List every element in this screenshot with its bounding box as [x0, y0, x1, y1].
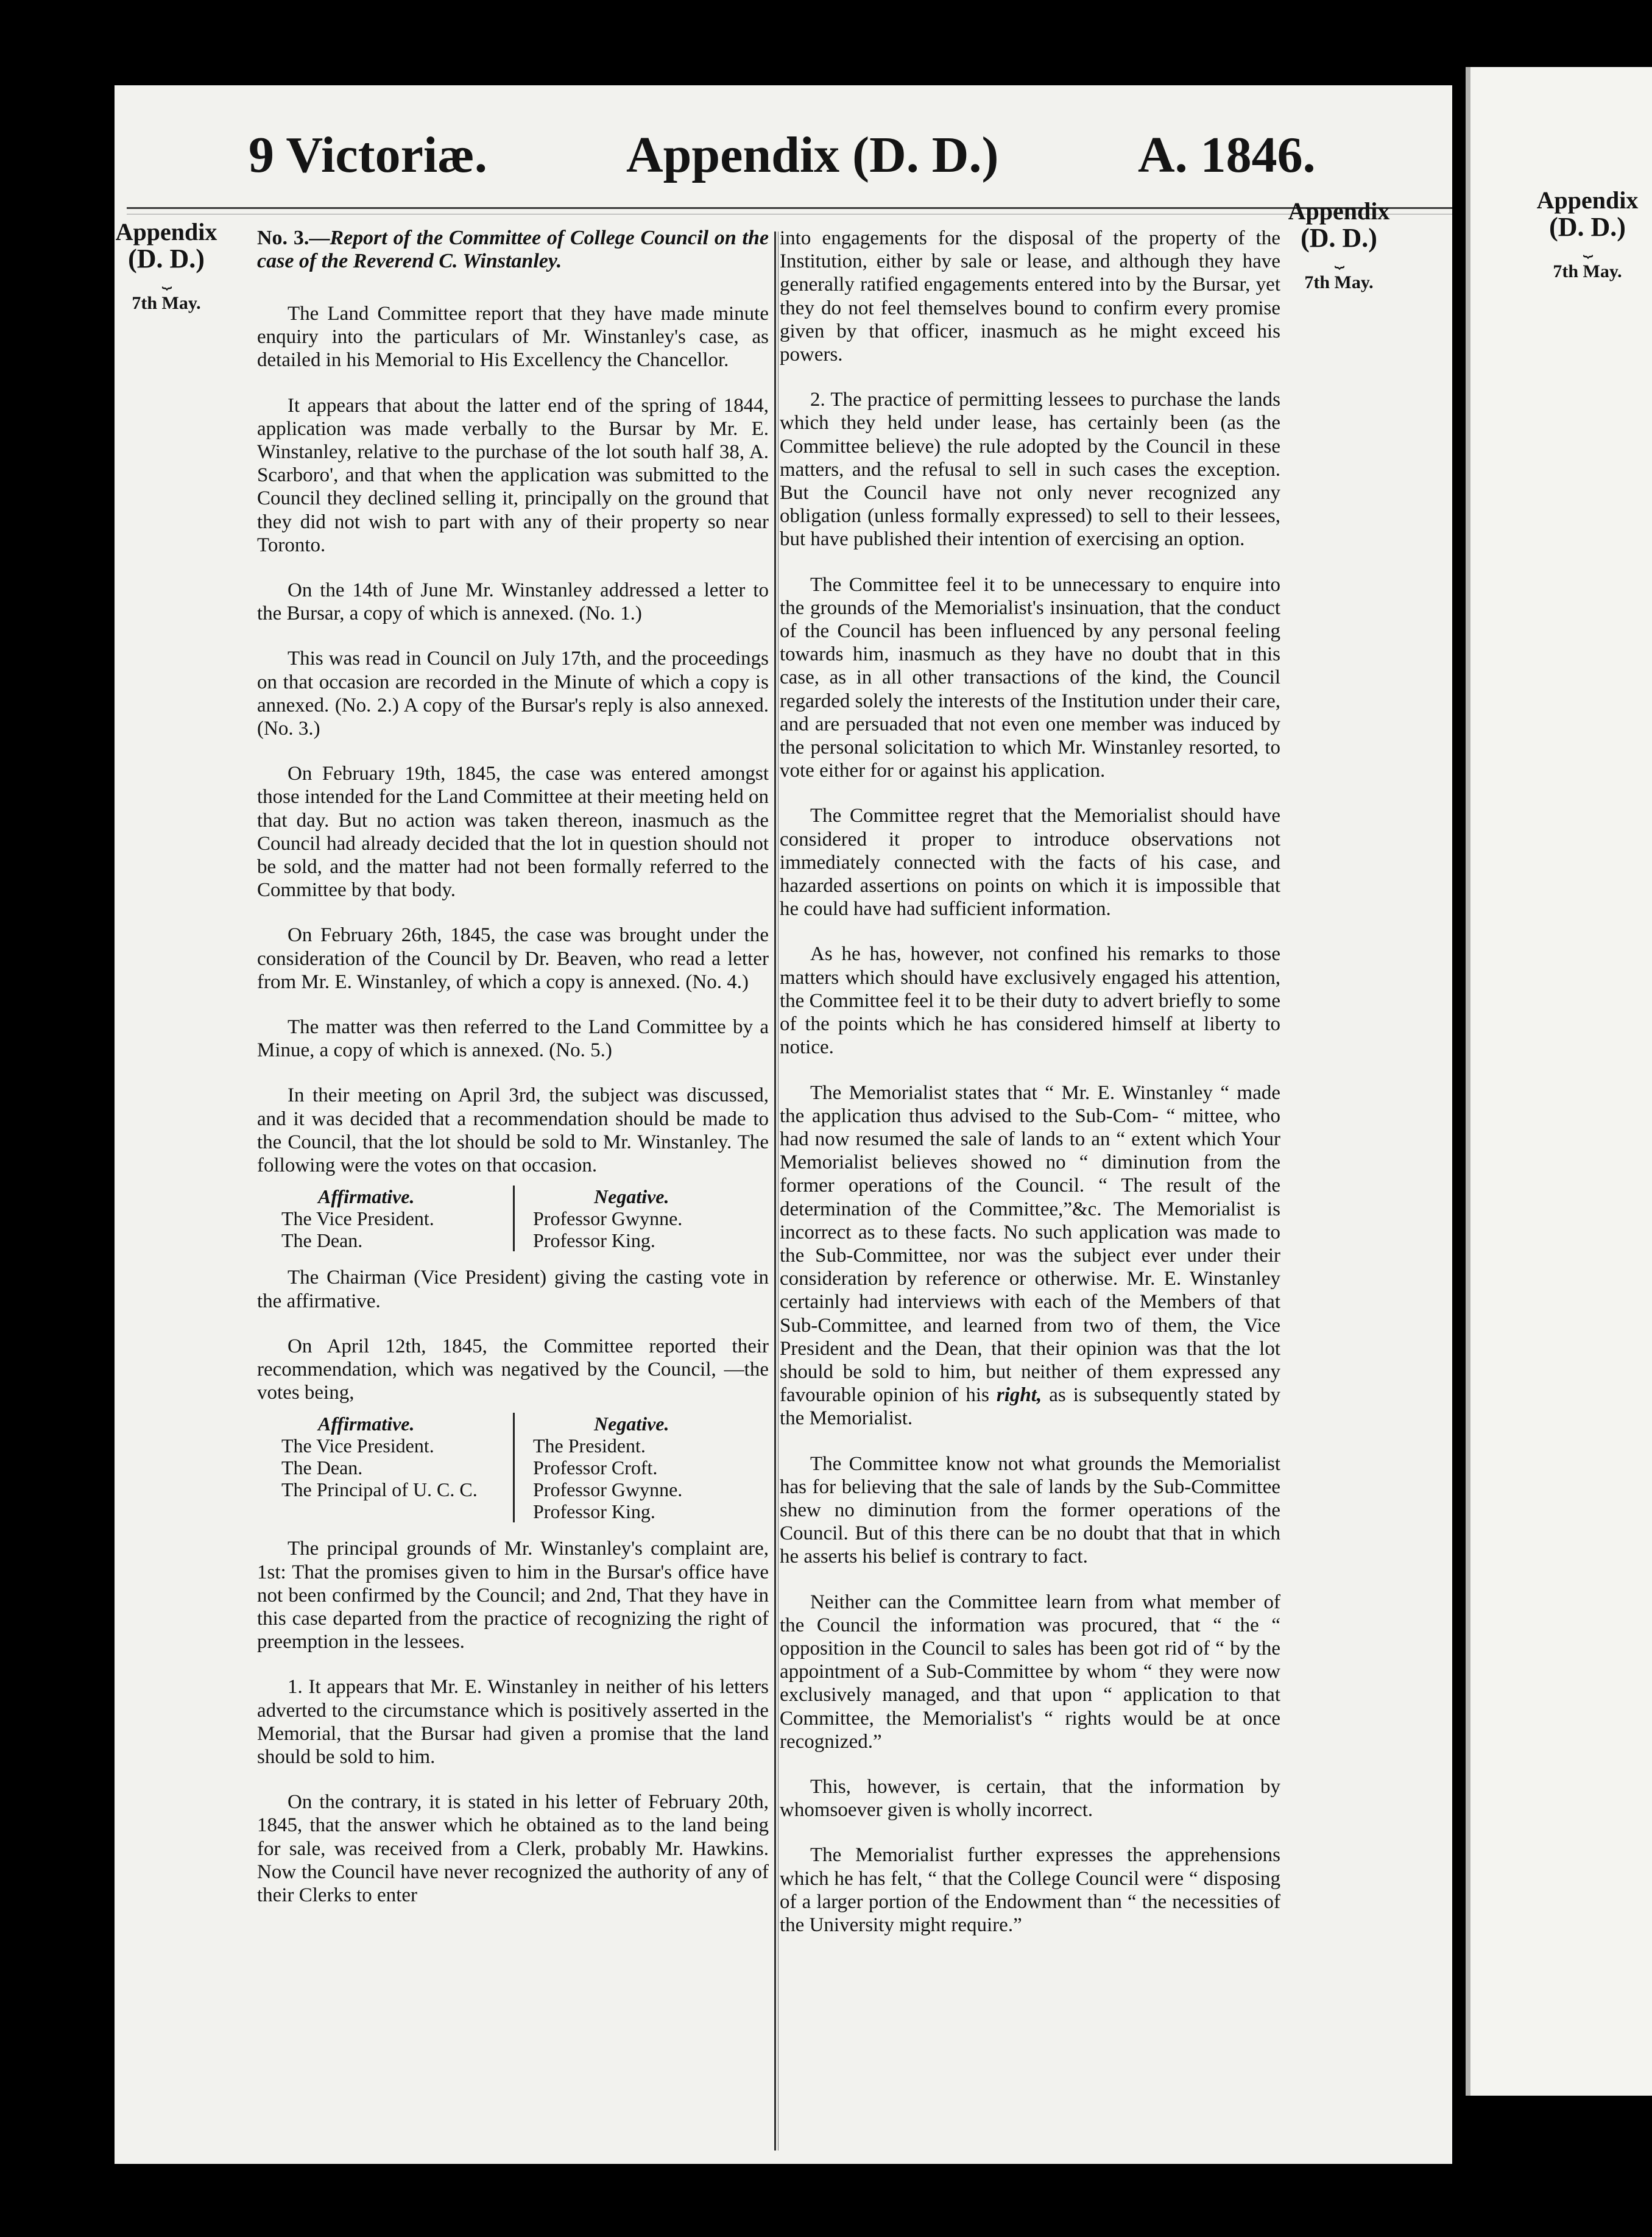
- paragraph: This, however, is certain, that the information by whomsoever given is wholly incorrect.: [780, 1775, 1280, 1822]
- vote-entry: Professor King.: [533, 1229, 655, 1252]
- report-title-text: Report of the Committee of College Council on the case of the Reverend C. Winstanley.: [257, 227, 769, 272]
- report-title: [257, 227, 769, 273]
- paragraph: On February 19th, 1845, the case was entered amongst those intended for the Land Committee at their meeting held on that day. But no action was taken thereon, inasmuch as the Council had already decided that the lot in question should not be sold, and the matter had not been formally referred to the Committee by that body.: [257, 763, 769, 902]
- paragraph: The Committee regret that the Memorialist should have considered it proper to introduce observations not immediately connected with the facts of his case, and hazarded assertions on points on which it is impossible that he could have had sufficient information.: [780, 805, 1280, 921]
- margin-note-brace: ⏟: [161, 270, 171, 290]
- vote-heading: Affirmative.: [318, 1186, 415, 1208]
- paragraph: The Chairman (Vice President) giving the casting vote in the affirmative.: [257, 1267, 769, 1312]
- paragraph: The matter was then referred to the Land Committee by a Minue, a copy of which is annexed. (No. 5.): [257, 1016, 769, 1062]
- paragraph: 1. It appears that Mr. E. Winstanley in neither of his letters adverted to the circumstance which is positively asserted in the Memorial, that the Bursar had given a promise that the land should be sold to him.: [257, 1676, 769, 1768]
- margin-note-title: Appendix: [1288, 197, 1390, 225]
- paragraph-text: The Memorialist states that “ Mr. E. Winstanley “ made the application thus advised to the Sub-Com- “ mittee, who had now resumed the sale of lands to an “ extent which Your Memorialist believes showed no “ diminution from the former operations of the Council. “ The result of the determination of the Committee,”&c. The Memorialist is incorrect as to these facts. No such application was made to the Sub-Committee, nor was the subject ever under their consideration by reference or otherwise. Mr. E. Winstanley certainly had interviews with each of the Members of that Sub-Committee, and learned from two of them, the Vice President and the Dean, that their opinion was that the lot should be sold to him, but neither of them expressed any favourable opinion of his: [780, 1081, 1280, 1407]
- margin-note-brace: ⏟: [1583, 239, 1592, 258]
- paragraph: The Committee know not what grounds the Memorialist has for believing that the sale of lands by the Sub-Committee shew no diminution from the former operations of the Council. But of this there can be no doubt that that in which he asserts his belief is contrary to fact.: [780, 1452, 1280, 1568]
- vote-heading: Negative.: [594, 1413, 669, 1435]
- right-margin-note: [1284, 199, 1394, 292]
- paragraph: into engagements for the disposal of the property of the Institution, either by sale or lease, and although they have generally ratified engagements entered into by the Bursar, yet they do not feel themselves bound to confirm every promise given by that officer, inasmuch as he might exceed his powers.: [780, 227, 1280, 366]
- paragraph: On the 14th of June Mr. Winstanley addressed a letter to the Bursar, a copy of which is annexed. (No. 1.): [257, 579, 769, 625]
- vote-entry: Professor Croft.: [533, 1457, 658, 1479]
- adjacent-page: [1466, 67, 1652, 2096]
- margin-note-date: 7th May.: [132, 293, 201, 314]
- running-header-title: Appendix (D. D.): [626, 127, 999, 183]
- left-column: [257, 227, 769, 1929]
- vote-entry: The President.: [533, 1435, 646, 1457]
- paragraph: It appears that about the latter end of the spring of 1844, application was made verbally to the Bursar by Mr. E. Winstanley, relative to the purchase of the lot south half 38, A. Scarboro', and that when the application was submitted to the Council they declined selling it, principally on the ground that they did not wish to part with any of their property so near Toronto.: [257, 394, 769, 556]
- vote-entry: Professor King.: [533, 1500, 655, 1523]
- margin-note-title: Appendix: [1536, 186, 1639, 214]
- running-header-right: A. 1846.: [1138, 127, 1316, 183]
- adjacent-page-margin-note: [1533, 188, 1642, 281]
- margin-note-date: 7th May.: [1304, 272, 1374, 293]
- margin-note-brace: ⏟: [1334, 250, 1344, 269]
- emphasis: right,: [996, 1384, 1042, 1407]
- vote-heading: Negative.: [594, 1186, 669, 1208]
- paragraph: On February 26th, 1845, the case was brought under the consideration of the Council by Dr. Beaven, who read a letter from Mr. E. Winstanley, of which a copy is annexed. (No. 4.): [257, 924, 769, 993]
- paragraph: [780, 1081, 1280, 1430]
- running-header-left: 9 Victoriæ.: [249, 127, 487, 183]
- vote-entry: The Vice President.: [281, 1207, 434, 1230]
- vote-negative-column: [513, 1413, 764, 1522]
- vote-entry: Professor Gwynne.: [533, 1207, 683, 1230]
- margin-note-code: (D. D.): [1301, 223, 1377, 253]
- vote-entry: Professor Gwynne.: [533, 1479, 683, 1501]
- document-page: [115, 85, 1452, 2164]
- header-rule: [127, 207, 1452, 214]
- vote-table-april-12: [281, 1413, 769, 1522]
- paragraph: The principal grounds of Mr. Winstanley's complaint are, 1st: That the promises given to him in the Bursar's office have not been confirmed by the Council; and 2nd, That they have in this case departed from the practice of recognizing the right of preemption in the lessees.: [257, 1538, 769, 1653]
- paragraph: On the contrary, it is stated in his letter of February 20th, 1845, that the answer which he obtained as to the land being for sale, was received from a Clerk, probably Mr. Hawkins. Now the Council have never recognized the authority of any of their Clerks to enter: [257, 1791, 769, 1906]
- paragraph: In their meeting on April 3rd, the subject was discussed, and it was decided that a recommendation should be made to the Council, that the lot should be sold to Mr. Winstanley. The following were the votes on that occasion.: [257, 1084, 769, 1177]
- vote-entry: The Dean.: [281, 1457, 363, 1479]
- paragraph: This was read in Council on July 17th, and the proceedings on that occasion are recorded in the Minute of which a copy is annexed. (No. 2.) A copy of the Bursar's reply is also annexed. (No. 3.): [257, 648, 769, 740]
- vote-affirmative-column: [281, 1186, 513, 1251]
- paragraph-text: as is subsequently stated by the Memorialist.: [780, 1384, 1280, 1430]
- vote-entry: The Vice President.: [281, 1435, 434, 1457]
- paragraph: On April 12th, 1845, the Committee reported their recommendation, which was negatived by the Council, —the votes being,: [257, 1335, 769, 1404]
- margin-note-title: Appendix: [115, 218, 217, 246]
- margin-note-date: 7th May.: [1553, 261, 1622, 282]
- vote-entry: The Principal of U. C. C.: [281, 1479, 478, 1501]
- vote-heading: Affirmative.: [318, 1413, 415, 1435]
- report-number: No. 3.—: [257, 227, 330, 249]
- margin-note-code: (D. D.): [1549, 212, 1626, 242]
- paragraph: 2. The practice of permitting lessees to purchase the lands which they held under lease, has certainly been (as the Committee believe) the rule adopted by the Council in these matters, and the refusal to sell in such cases the exception. But the Council have not only never recognized any obligation (unless formally expressed) to sell to their lessees, but have published their intention of exercising an option.: [780, 389, 1280, 551]
- paragraph: The Committee feel it to be unnecessary to enquire into the grounds of the Memorialist's insinuation, that the conduct of the Council has been influenced by any personal feeling towards him, inasmuch as they have no doubt that in this case, as in all other transactions of the kind, the Council regarded solely the interests of the Institution under their care, and are persuaded that not even one member was induced by the personal solicitation to which Mr. Winstanley resorted, to vote either for or against his application.: [780, 573, 1280, 782]
- paragraph: As he has, however, not confined his remarks to those matters which should have exclusively engaged his attention, the Committee feel it to be their duty to advert briefly to some of the points which he has considered himself at liberty to notice.: [780, 943, 1280, 1059]
- left-margin-note: [115, 219, 218, 313]
- right-column: [780, 227, 1280, 1959]
- paragraph: Neither can the Committee learn from what member of the Council the information was procured, that “ the “ opposition in the Council to sales has been got rid of “ by the appointment of a Sub-Committee by whom “ they were now exclusively managed, and that upon “ application to that Committee, the Memorialist's “ rights would be at once recognized.”: [780, 1591, 1280, 1753]
- vote-negative-column: [513, 1186, 764, 1251]
- vote-affirmative-column: [281, 1413, 513, 1522]
- vote-table-april-3: [281, 1186, 769, 1251]
- vote-entry: The Dean.: [281, 1229, 363, 1252]
- column-divider: [774, 231, 776, 2150]
- paragraph: The Land Committee report that they have made minute enquiry into the particulars of Mr. Winstanley's case, as detailed in his Memorial to His Excellency the Chancellor.: [257, 303, 769, 372]
- margin-note-code: (D. D.): [128, 244, 205, 274]
- paragraph: The Memorialist further expresses the apprehensions which he has felt, “ that the College Council were “ disposing of a larger portion of the Endowment than “ the necessities of the University might require.”: [780, 1844, 1280, 1936]
